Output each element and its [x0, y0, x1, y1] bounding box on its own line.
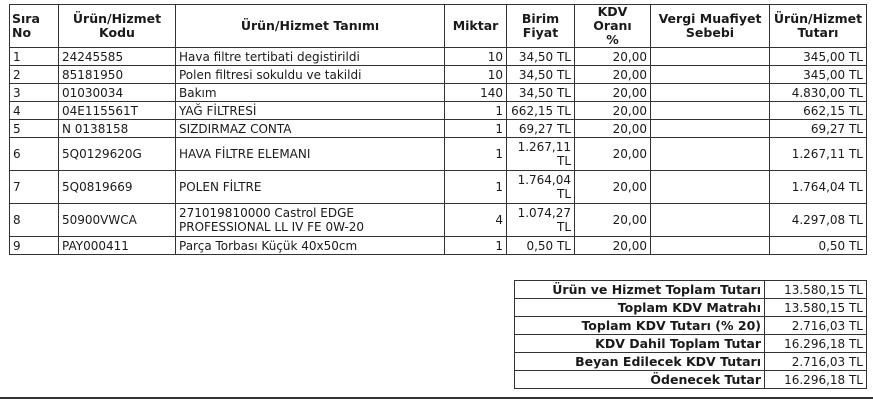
totals-value: 13.580,15 TL: [765, 281, 867, 299]
cell-fiyat: 1.267,11 TL: [507, 138, 575, 171]
cell-muafiyet: [651, 84, 770, 102]
cell-kdv: 20,00: [575, 102, 651, 120]
cell-fiyat: 0,50 TL: [507, 237, 575, 255]
cell-tanim: SIZDIRMAZ CONTA: [176, 120, 445, 138]
cell-kod: N 0138158: [59, 120, 176, 138]
cell-fiyat: 34,50 TL: [507, 84, 575, 102]
cell-kod: 04E115561T: [59, 102, 176, 120]
table-row: [10, 204, 867, 237]
cell-miktar: 4: [445, 204, 507, 237]
cell-tutar: 4.297,08 TL: [770, 204, 867, 237]
cell-muafiyet: [651, 120, 770, 138]
cell-muafiyet: [651, 204, 770, 237]
cell-tanim: Bakım: [176, 84, 445, 102]
cell-kod: 24245585: [59, 48, 176, 66]
header-kdv-orani: KDV Oranı %: [575, 5, 651, 48]
cell-kod: PAY000411: [59, 237, 176, 255]
table-header-row: [10, 5, 867, 48]
cell-tutar: 662,15 TL: [770, 102, 867, 120]
cell-kdv: 20,00: [575, 120, 651, 138]
cell-kdv: 20,00: [575, 84, 651, 102]
totals-value: 16.296,18 TL: [765, 371, 867, 389]
cell-kod: 5Q0129620G: [59, 138, 176, 171]
totals-label: KDV Dahil Toplam Tutar: [515, 335, 765, 353]
cell-kod: 85181950: [59, 66, 176, 84]
totals-value: 2.716,03 TL: [765, 353, 867, 371]
invoice-totals-table: [514, 280, 867, 389]
cell-miktar: 10: [445, 66, 507, 84]
cell-miktar: 1: [445, 138, 507, 171]
cell-miktar: 1: [445, 171, 507, 204]
totals-label: Toplam KDV Tutarı (% 20): [515, 317, 765, 335]
cell-kdv: 20,00: [575, 237, 651, 255]
cell-no: 6: [10, 138, 59, 171]
cell-kod: 01030034: [59, 84, 176, 102]
cell-tutar: 1.267,11 TL: [770, 138, 867, 171]
header-urun-tanimi: Ürün/Hizmet Tanımı: [176, 5, 445, 48]
cell-tanim: Hava filtre tertibati degistirildi: [176, 48, 445, 66]
cell-muafiyet: [651, 138, 770, 171]
header-vergi-muafiyet: Vergi Muafiyet Sebebi: [651, 5, 770, 48]
table-row: [10, 66, 867, 84]
cell-kdv: 20,00: [575, 204, 651, 237]
cell-muafiyet: [651, 66, 770, 84]
totals-label: Toplam KDV Matrahı: [515, 299, 765, 317]
totals-row: [515, 335, 867, 353]
cell-fiyat: 1.074,27 TL: [507, 204, 575, 237]
cell-tutar: 4.830,00 TL: [770, 84, 867, 102]
cell-muafiyet: [651, 171, 770, 204]
totals-row: [515, 281, 867, 299]
cell-miktar: 1: [445, 237, 507, 255]
header-urun-kodu: Ürün/Hizmet Kodu: [59, 5, 176, 48]
cell-no: 8: [10, 204, 59, 237]
cell-tutar: 69,27 TL: [770, 120, 867, 138]
cell-no: 9: [10, 237, 59, 255]
cell-muafiyet: [651, 48, 770, 66]
cell-no: 5: [10, 120, 59, 138]
page-bottom-rule: [0, 397, 873, 399]
cell-kod: 5Q0819669: [59, 171, 176, 204]
cell-tutar: 1.764,04 TL: [770, 171, 867, 204]
cell-tanim: Polen filtresi sokuldu ve takildi: [176, 66, 445, 84]
totals-label: Beyan Edilecek KDV Tutarı: [515, 353, 765, 371]
totals-row: [515, 299, 867, 317]
totals-value: 13.580,15 TL: [765, 299, 867, 317]
totals-label: Ödenecek Tutar: [515, 371, 765, 389]
cell-no: 2: [10, 66, 59, 84]
totals-value: 16.296,18 TL: [765, 335, 867, 353]
cell-fiyat: 662,15 TL: [507, 102, 575, 120]
table-row: [10, 138, 867, 171]
cell-tanim: Parça Torbası Küçük 40x50cm: [176, 237, 445, 255]
cell-kdv: 20,00: [575, 66, 651, 84]
cell-no: 3: [10, 84, 59, 102]
table-row: [10, 48, 867, 66]
cell-tanim: POLEN FİLTRE: [176, 171, 445, 204]
cell-kdv: 20,00: [575, 171, 651, 204]
cell-tanim: 271019810000 Castrol EDGE PROFESSIONAL LL IV FE 0W-20: [176, 204, 445, 237]
cell-no: 1: [10, 48, 59, 66]
cell-no: 4: [10, 102, 59, 120]
cell-tutar: 0,50 TL: [770, 237, 867, 255]
cell-tanim: HAVA FİLTRE ELEMANI: [176, 138, 445, 171]
table-row: [10, 171, 867, 204]
table-row: [10, 84, 867, 102]
cell-fiyat: 34,50 TL: [507, 48, 575, 66]
cell-tutar: 345,00 TL: [770, 66, 867, 84]
invoice-items-table: [9, 4, 867, 255]
cell-miktar: 10: [445, 48, 507, 66]
table-row: [10, 120, 867, 138]
header-miktar: Miktar: [445, 5, 507, 48]
totals-label: Ürün ve Hizmet Toplam Tutarı: [515, 281, 765, 299]
cell-miktar: 140: [445, 84, 507, 102]
totals-row: [515, 353, 867, 371]
table-row: [10, 102, 867, 120]
cell-miktar: 1: [445, 102, 507, 120]
cell-fiyat: 1.764,04 TL: [507, 171, 575, 204]
cell-fiyat: 34,50 TL: [507, 66, 575, 84]
table-row: [10, 237, 867, 255]
cell-no: 7: [10, 171, 59, 204]
cell-tutar: 345,00 TL: [770, 48, 867, 66]
cell-tanim: YAĞ FİLTRESİ: [176, 102, 445, 120]
header-birim-fiyat: Birim Fiyat: [507, 5, 575, 48]
header-sira-no: Sıra No: [10, 5, 59, 48]
totals-row: [515, 317, 867, 335]
cell-muafiyet: [651, 237, 770, 255]
totals-value: 2.716,03 TL: [765, 317, 867, 335]
totals-row: [515, 371, 867, 389]
cell-kdv: 20,00: [575, 138, 651, 171]
cell-fiyat: 69,27 TL: [507, 120, 575, 138]
cell-kod: 50900VWCA: [59, 204, 176, 237]
cell-miktar: 1: [445, 120, 507, 138]
cell-kdv: 20,00: [575, 48, 651, 66]
cell-muafiyet: [651, 102, 770, 120]
header-urun-tutari: Ürün/Hizmet Tutarı: [770, 5, 867, 48]
